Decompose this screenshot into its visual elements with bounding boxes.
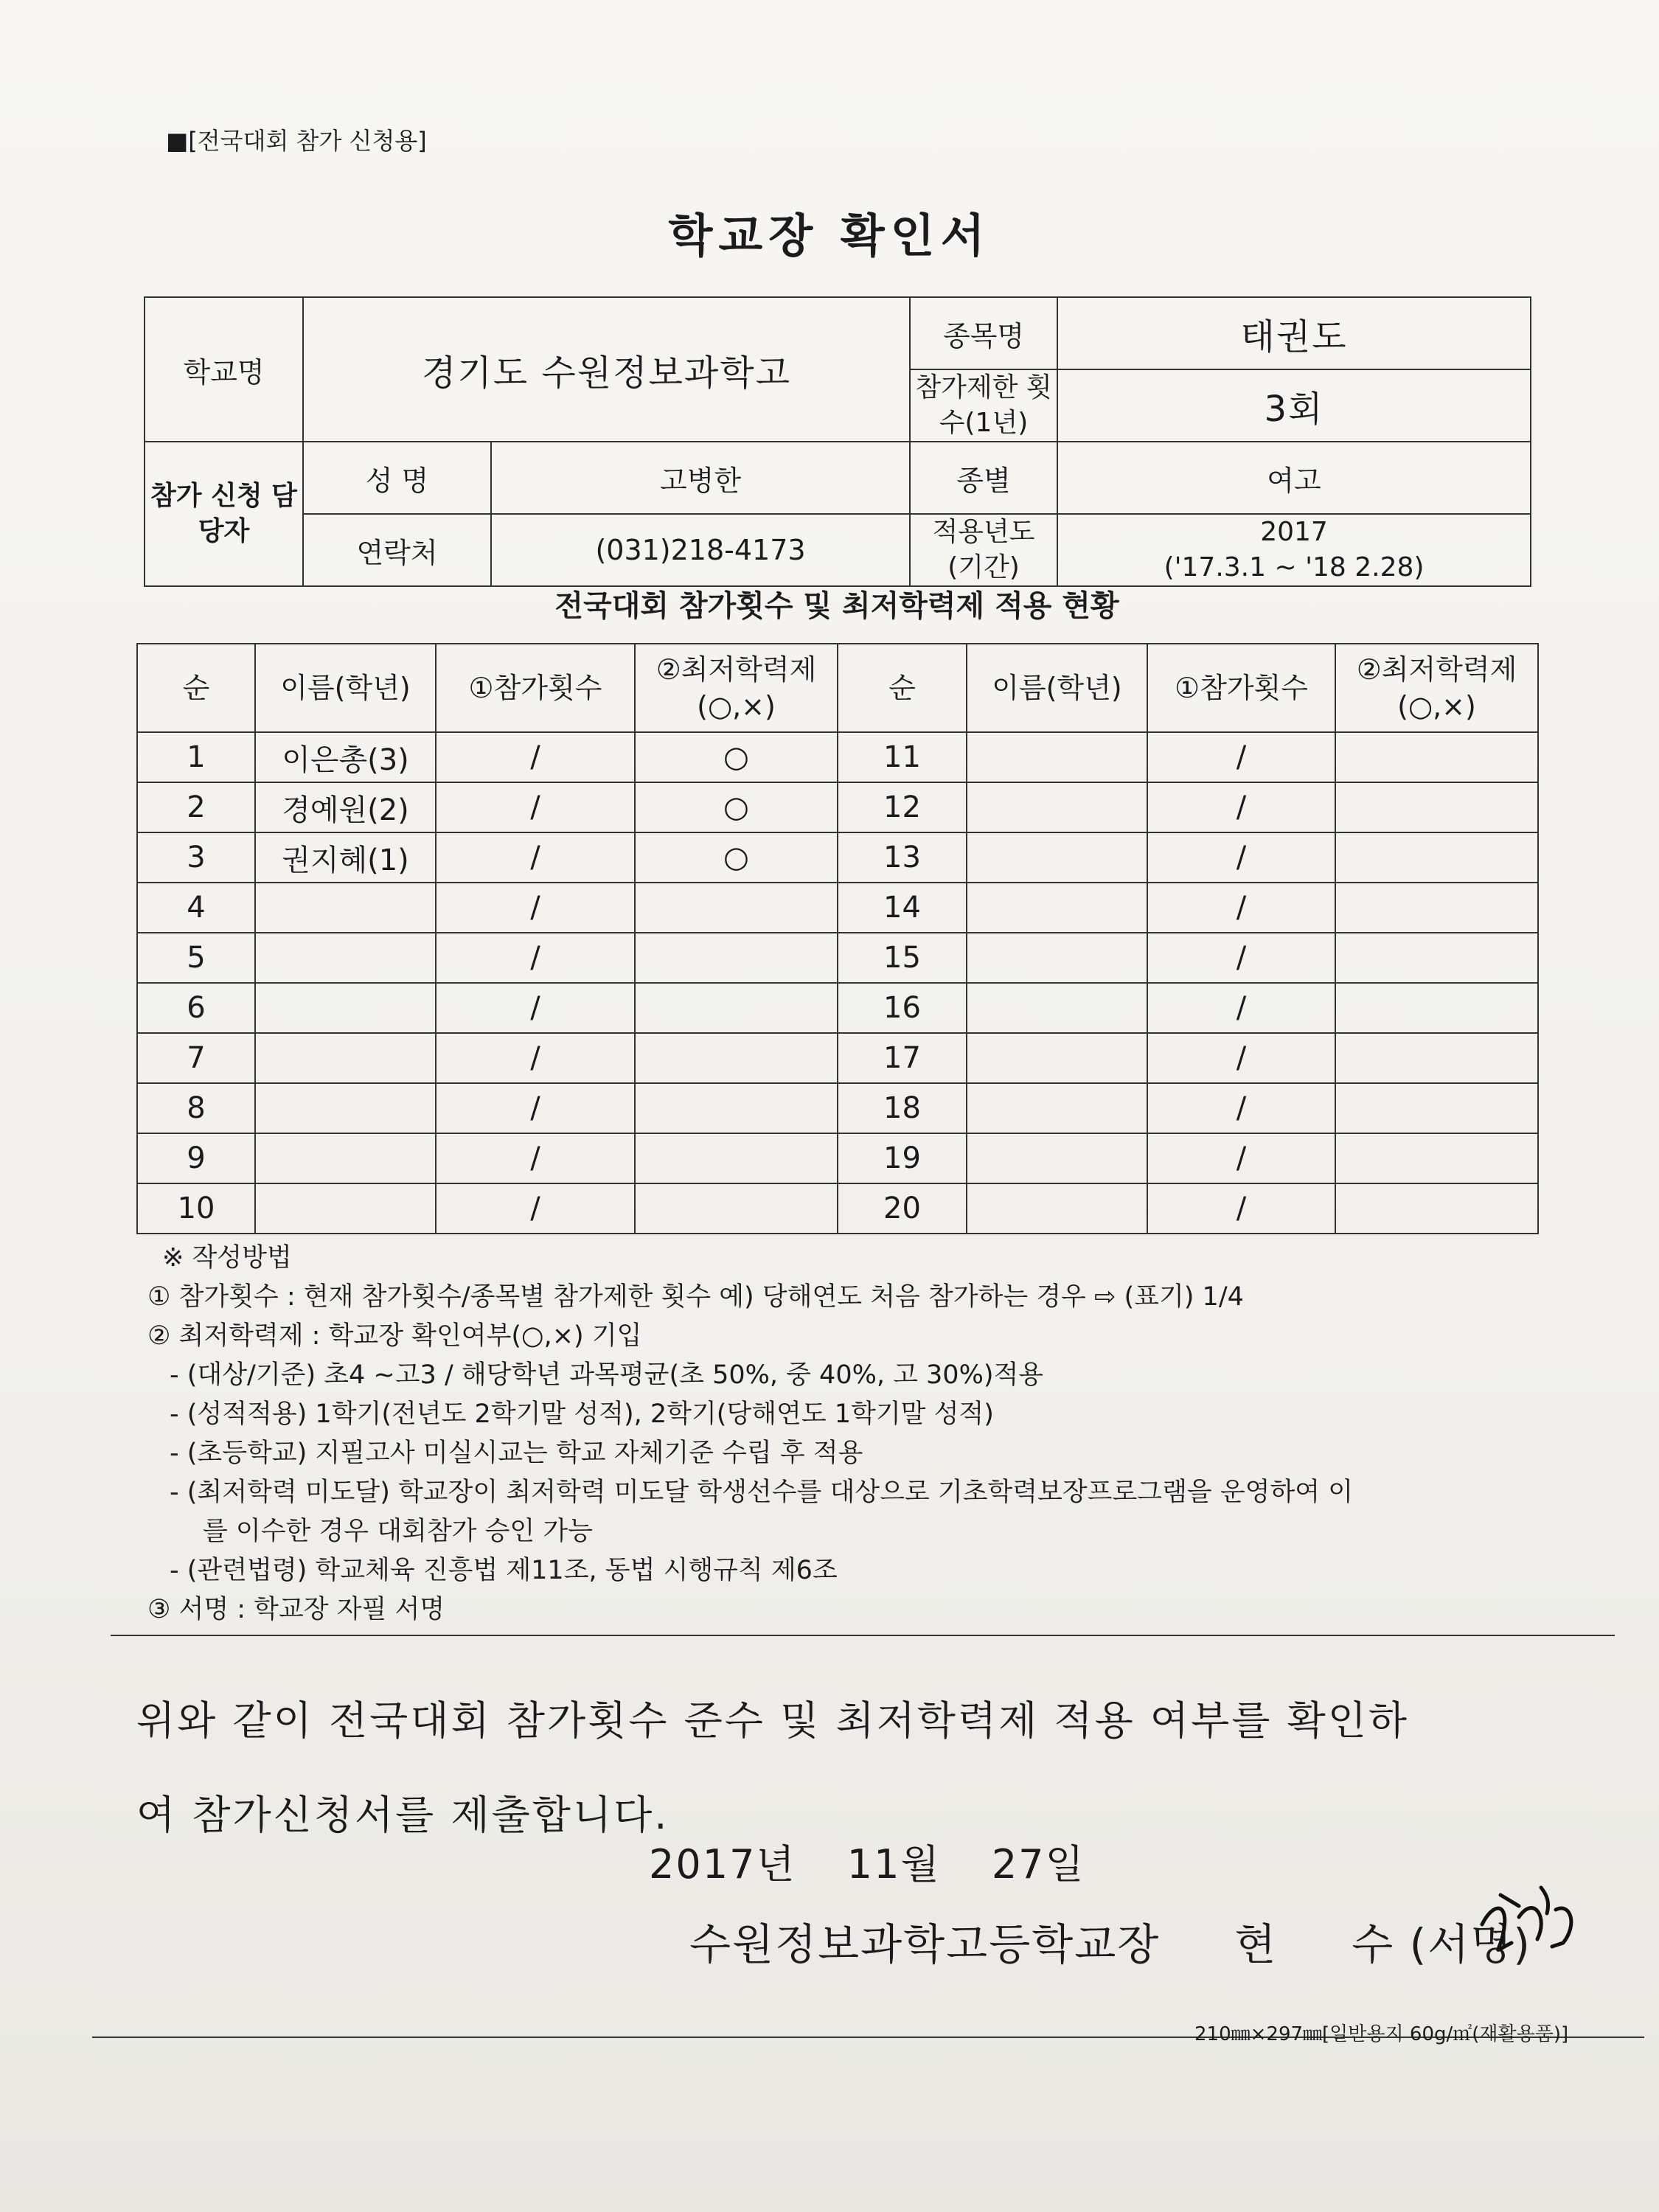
row-count: /: [436, 1033, 635, 1083]
form-tag: ■[전국대회 참가 신청용]: [166, 127, 427, 155]
row-num-2: 15: [838, 933, 967, 983]
row-count: /: [436, 782, 635, 832]
row-num: 10: [137, 1183, 255, 1234]
paper-info: 210㎜×297㎜[일반용지 60g/㎡(재활용품)]: [1194, 2023, 1569, 2045]
contact-value: (031)218-4173: [491, 514, 910, 586]
row-academic-2: [1335, 1183, 1538, 1234]
header-count: ①참가횟수: [436, 644, 635, 732]
row-count-2: /: [1147, 1183, 1335, 1234]
header-name-2: 이름(학년): [967, 644, 1147, 732]
row-academic: [635, 1183, 838, 1234]
row-name: [255, 1033, 436, 1083]
writing-guide: [147, 1239, 1548, 1630]
table-row: [137, 883, 1538, 933]
row-count-2: /: [1147, 933, 1335, 983]
guide-line: - (초등학교) 지필고사 미실시교는 학교 자체기준 수립 후 적용: [170, 1439, 863, 1468]
row-academic-2: [1335, 832, 1538, 883]
row-academic: [635, 933, 838, 983]
guide-line: ② 최저학력제 : 학교장 확인여부(○,×) 기입: [147, 1321, 642, 1351]
row-count-2: /: [1147, 1083, 1335, 1133]
guide-line: - (대상/기준) 초4 ~고3 / 해당학년 과목평균(초 50%, 중 40%, 고 30%)적용: [170, 1360, 1044, 1390]
row-count-2: /: [1147, 983, 1335, 1033]
guide-line: ① 참가횟수 : 현재 참가횟수/종목별 참가제한 횟수 예) 당해연도 처음 참가하는 경우 ⇨ (표기) 1/4: [147, 1282, 1244, 1312]
row-name: [255, 883, 436, 933]
row-name-2: [967, 1133, 1147, 1183]
limit-value: 3회: [1057, 369, 1531, 442]
row-count: /: [436, 883, 635, 933]
table-row: [137, 782, 1538, 832]
period-value: ('17.3.1 ~ '18 2.28): [1164, 552, 1425, 582]
row-name: [255, 933, 436, 983]
row-name: 경예원(2): [255, 782, 436, 832]
row-count: /: [436, 1183, 635, 1234]
status-subtitle: 전국대회 참가횟수 및 최저학력제 적용 현황: [554, 589, 1119, 623]
limit-label: 참가제한 횟수(1년): [910, 369, 1057, 442]
table-row: [137, 1033, 1538, 1083]
date-day: 27일: [991, 1841, 1085, 1888]
row-name-2: [967, 832, 1147, 883]
row-count: /: [436, 1083, 635, 1133]
row-count: /: [436, 1133, 635, 1183]
signer-name-2: 수: [1352, 1919, 1395, 1969]
row-academic: [635, 983, 838, 1033]
table-row: [137, 832, 1538, 883]
year-value: 2017: [1260, 517, 1328, 547]
header-academic: ②최저학력제 (○,×): [635, 644, 838, 732]
row-num: 8: [137, 1083, 255, 1133]
header-count-2: ①참가횟수: [1147, 644, 1335, 732]
row-academic: ○: [635, 732, 838, 782]
row-academic-2: [1335, 983, 1538, 1033]
row-academic: [635, 1083, 838, 1133]
row-num: 7: [137, 1033, 255, 1083]
guide-line: ③ 서명 : 학교장 자필 서명: [147, 1595, 445, 1624]
signer-title: 수원정보과학고등학교장: [689, 1919, 1161, 1969]
row-name-2: [967, 983, 1147, 1033]
row-num-2: 14: [838, 883, 967, 933]
row-name: 권지혜(1): [255, 832, 436, 883]
row-num-2: 13: [838, 832, 967, 883]
row-count: /: [436, 732, 635, 782]
event-value: 태권도: [1057, 297, 1531, 369]
row-num-2: 17: [838, 1033, 967, 1083]
year-cell: [1057, 514, 1531, 586]
contact-label: 연락처: [303, 514, 491, 586]
gender-label: 종별: [910, 442, 1057, 514]
row-num-2: 18: [838, 1083, 967, 1133]
date-year: 2017년: [649, 1841, 796, 1888]
signing-date: [649, 1833, 1122, 1890]
row-name: [255, 1133, 436, 1183]
guide-line: - (성적적용) 1학기(전년도 2학기말 성적), 2학기(당해연도 1학기말 성적): [170, 1399, 994, 1429]
table-row: [137, 1083, 1538, 1133]
row-name: [255, 1083, 436, 1133]
name-value: 고병한: [491, 442, 910, 514]
row-academic-2: [1335, 1083, 1538, 1133]
row-num-2: 16: [838, 983, 967, 1033]
row-name-2: [967, 933, 1147, 983]
table-row: [137, 1183, 1538, 1234]
row-name: [255, 983, 436, 1033]
row-num: 5: [137, 933, 255, 983]
signer-name-1: 현: [1234, 1919, 1278, 1969]
seal-text: (서명): [1409, 1919, 1531, 1969]
header-academic-2: ②최저학력제 (○,×): [1335, 644, 1538, 732]
table-row: [137, 732, 1538, 782]
header-name: 이름(학년): [255, 644, 436, 732]
row-academic: [635, 1033, 838, 1083]
row-count-2: /: [1147, 732, 1335, 782]
row-name: 이은총(3): [255, 732, 436, 782]
row-count: /: [436, 983, 635, 1033]
row-count-2: /: [1147, 782, 1335, 832]
handwritten-signature: [1467, 1873, 1593, 1961]
row-num: 2: [137, 782, 255, 832]
row-num-2: 12: [838, 782, 967, 832]
event-label: 종목명: [910, 297, 1057, 369]
school-value: 경기도 수원정보과학고: [303, 297, 910, 442]
guide-heading: ※ 작성방법: [162, 1243, 292, 1273]
row-num-2: 11: [838, 732, 967, 782]
divider: [111, 1635, 1615, 1636]
row-academic-2: [1335, 933, 1538, 983]
row-count-2: /: [1147, 832, 1335, 883]
table-row: [137, 933, 1538, 983]
row-academic: ○: [635, 782, 838, 832]
manager-label: 참가 신청 담당자: [145, 442, 303, 586]
row-name-2: [967, 1183, 1147, 1234]
row-name-2: [967, 732, 1147, 782]
statement-line: 여 참가신청서를 제출합니다.: [136, 1792, 669, 1838]
row-academic-2: [1335, 732, 1538, 782]
row-academic: [635, 1133, 838, 1183]
row-num: 6: [137, 983, 255, 1033]
row-count: /: [436, 832, 635, 883]
name-label: 성 명: [303, 442, 491, 514]
header-num: 순: [137, 644, 255, 732]
row-name-2: [967, 782, 1147, 832]
header-num-2: 순: [838, 644, 967, 732]
row-count-2: /: [1147, 1133, 1335, 1183]
status-table: [136, 643, 1539, 1234]
row-num-2: 19: [838, 1133, 967, 1183]
row-num: 9: [137, 1133, 255, 1183]
statement-line: 위와 같이 전국대회 참가횟수 준수 및 최저학력제 적용 여부를 확인하: [136, 1697, 1410, 1744]
row-academic-2: [1335, 1033, 1538, 1083]
row-academic-2: [1335, 1133, 1538, 1183]
row-academic-2: [1335, 782, 1538, 832]
date-month: 11월: [846, 1841, 941, 1888]
row-name-2: [967, 1033, 1147, 1083]
document-title: 학교장 확인서: [668, 209, 991, 262]
guide-line: 를 이수한 경우 대회참가 승인 가능: [203, 1517, 593, 1546]
row-name-2: [967, 1083, 1147, 1133]
table-row: [137, 1133, 1538, 1183]
guide-line: - (관련법령) 학교체육 진흥법 제11조, 동법 시행규칙 제6조: [170, 1556, 838, 1585]
row-count-2: /: [1147, 883, 1335, 933]
gender-value: 여고: [1057, 442, 1531, 514]
row-academic-2: [1335, 883, 1538, 933]
info-table: [144, 296, 1531, 587]
school-label: 학교명: [145, 297, 303, 442]
row-academic: ○: [635, 832, 838, 883]
year-label: 적용년도 (기간): [910, 514, 1057, 586]
row-num-2: 20: [838, 1183, 967, 1234]
signer-line: [689, 1910, 1531, 1972]
row-num: 4: [137, 883, 255, 933]
row-num: 3: [137, 832, 255, 883]
row-name: [255, 1183, 436, 1234]
row-count-2: /: [1147, 1033, 1335, 1083]
row-academic: [635, 883, 838, 933]
row-count: /: [436, 933, 635, 983]
row-name-2: [967, 883, 1147, 933]
status-header-row: [137, 644, 1538, 732]
guide-line: - (최저학력 미도달) 학교장이 최저학력 미도달 학생선수를 대상으로 기초학력보장프로그램을 운영하여 이: [170, 1478, 1354, 1507]
row-num: 1: [137, 732, 255, 782]
table-row: [137, 983, 1538, 1033]
